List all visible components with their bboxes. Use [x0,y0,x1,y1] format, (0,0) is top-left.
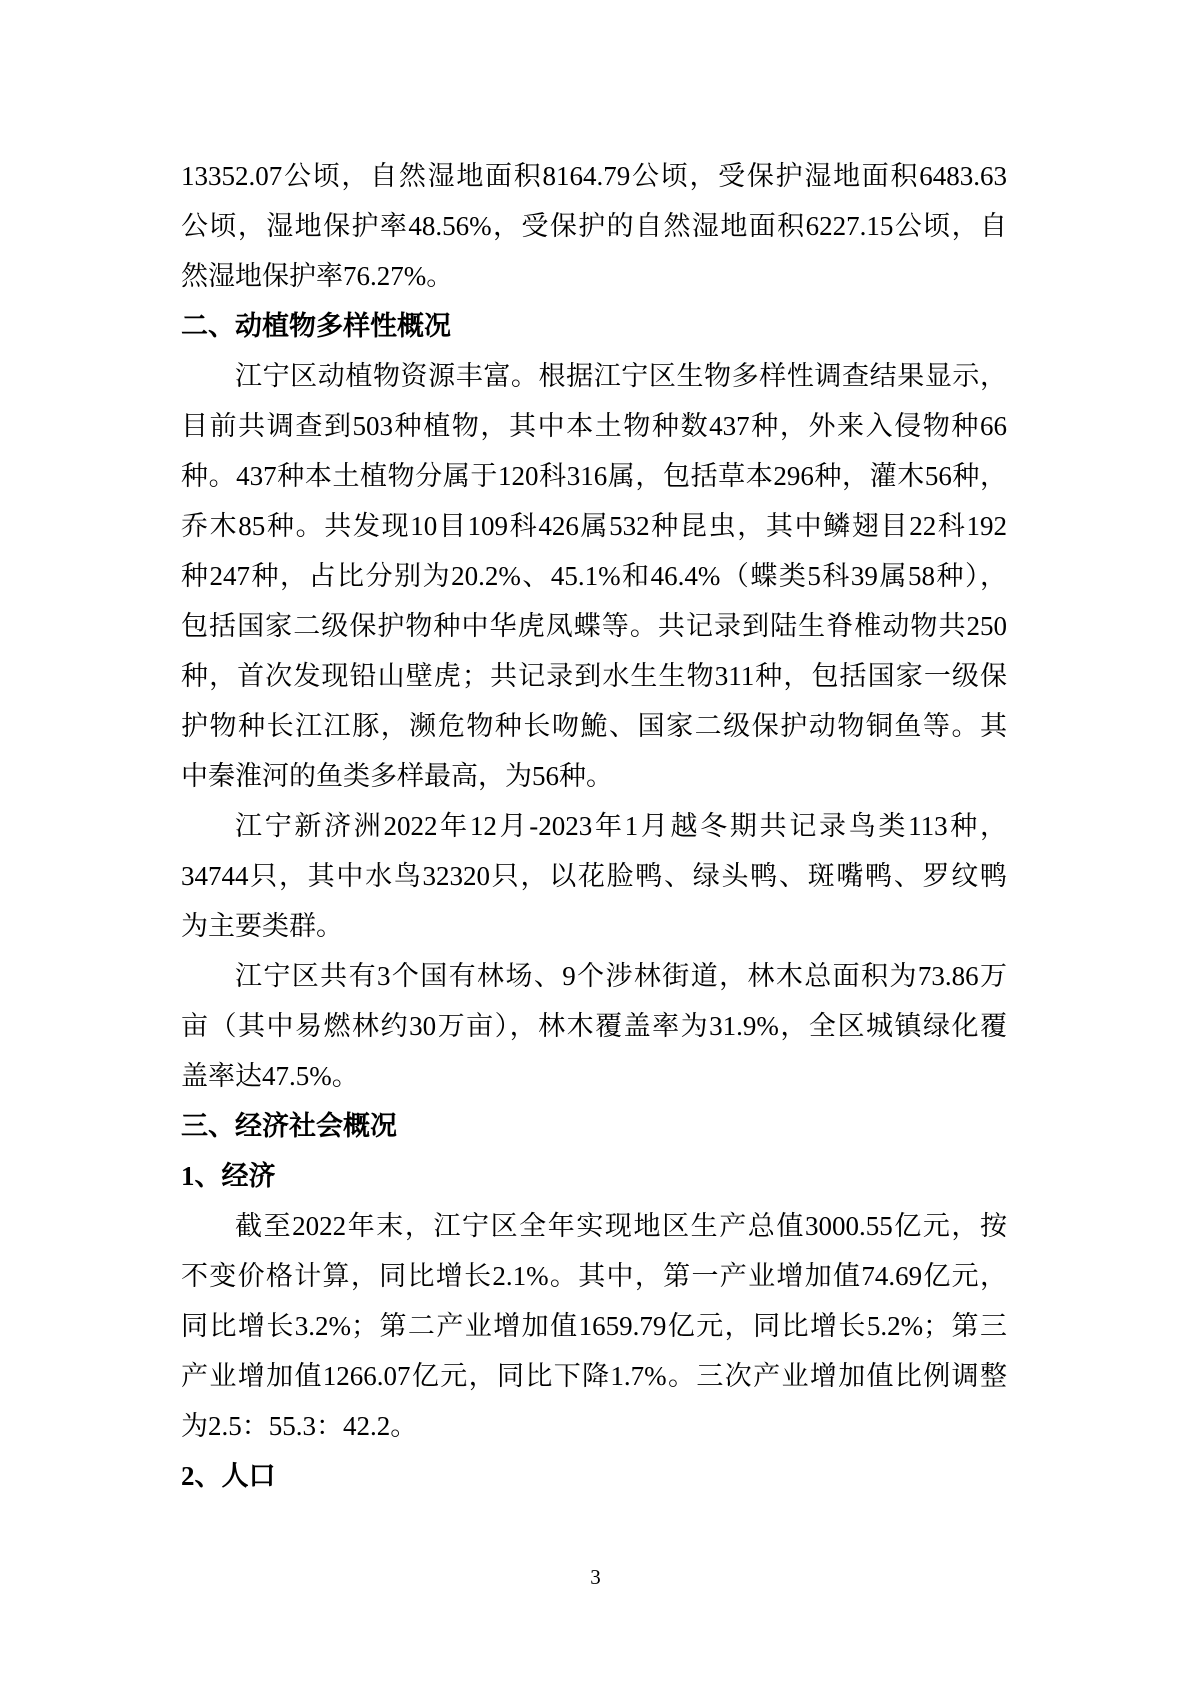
document-line: 江宁区动植物资源丰富。根据江宁区生物多样性调查结果显示， [235,361,1007,391]
heading-sub-population: 2、人口 [181,1461,276,1491]
heading-sub-economy: 1、经济 [181,1161,276,1191]
document-line: 目前共调查到503种植物，其中本土物种数437种，外来入侵物种66 [181,411,1007,441]
document-body [181,151,1007,1501]
document-line: 同比增长3.2%；第二产业增加值1659.79亿元，同比增长5.2%；第三 [181,1311,1007,1341]
document-line: 种。437种本土植物分属于120科316属，包括草本296种，灌木56种， [181,461,1007,491]
document-line: 盖率达47.5%。 [181,1061,359,1091]
document-line: 34744只，其中水鸟32320只，以花脸鸭、绿头鸭、斑嘴鸭、罗纹鸭 [181,861,1007,891]
document-line: 不变价格计算，同比增长2.1%。其中，第一产业增加值74.69亿元， [181,1261,1007,1291]
document-line: 13352.07公顷，自然湿地面积8164.79公顷，受保护湿地面积6483.63 [181,161,1007,191]
document-line: 江宁新济洲2022年12月-2023年1月越冬期共记录鸟类113种， [235,811,1007,841]
document-line: 公顷，湿地保护率48.56%，受保护的自然湿地面积6227.15公顷，自 [181,211,1007,241]
document-line: 种，首次发现铅山壁虎；共记录到水生生物311种，包括国家一级保 [181,661,1007,691]
document-line: 截至2022年末，江宁区全年实现地区生产总值3000.55亿元，按 [235,1211,1007,1241]
heading-section-biodiversity: 二、动植物多样性概况 [181,311,451,341]
document-line: 为2.5：55.3：42.2。 [181,1411,418,1441]
document-line: 中秦淮河的鱼类多样最高，为56种。 [181,761,613,791]
document-line: 然湿地保护率76.27%。 [181,261,454,291]
heading-section-economy-society: 三、经济社会概况 [181,1111,397,1141]
document-line: 乔木85种。共发现10目109科426属532种昆虫，其中鳞翅目22科192 [181,511,1007,541]
page-number: 3 [590,1565,601,1589]
document-line: 亩（其中易燃林约30万亩），林木覆盖率为31.9%，全区城镇绿化覆 [181,1011,1007,1041]
document-line: 护物种长江江豚，濒危物种长吻鮠、国家二级保护动物铜鱼等。其 [181,711,1007,741]
document-line: 为主要类群。 [181,911,343,941]
document-line: 产业增加值1266.07亿元，同比下降1.7%。三次产业增加值比例调整 [181,1361,1007,1391]
document-line: 包括国家二级保护物种中华虎凤蝶等。共记录到陆生脊椎动物共250 [181,611,1007,641]
document-line: 种247种，占比分别为20.2%、45.1%和46.4%（蝶类5科39属58种）， [181,561,1007,591]
document-line: 江宁区共有3个国有林场、9个涉林街道，林木总面积为73.86万 [235,961,1007,991]
